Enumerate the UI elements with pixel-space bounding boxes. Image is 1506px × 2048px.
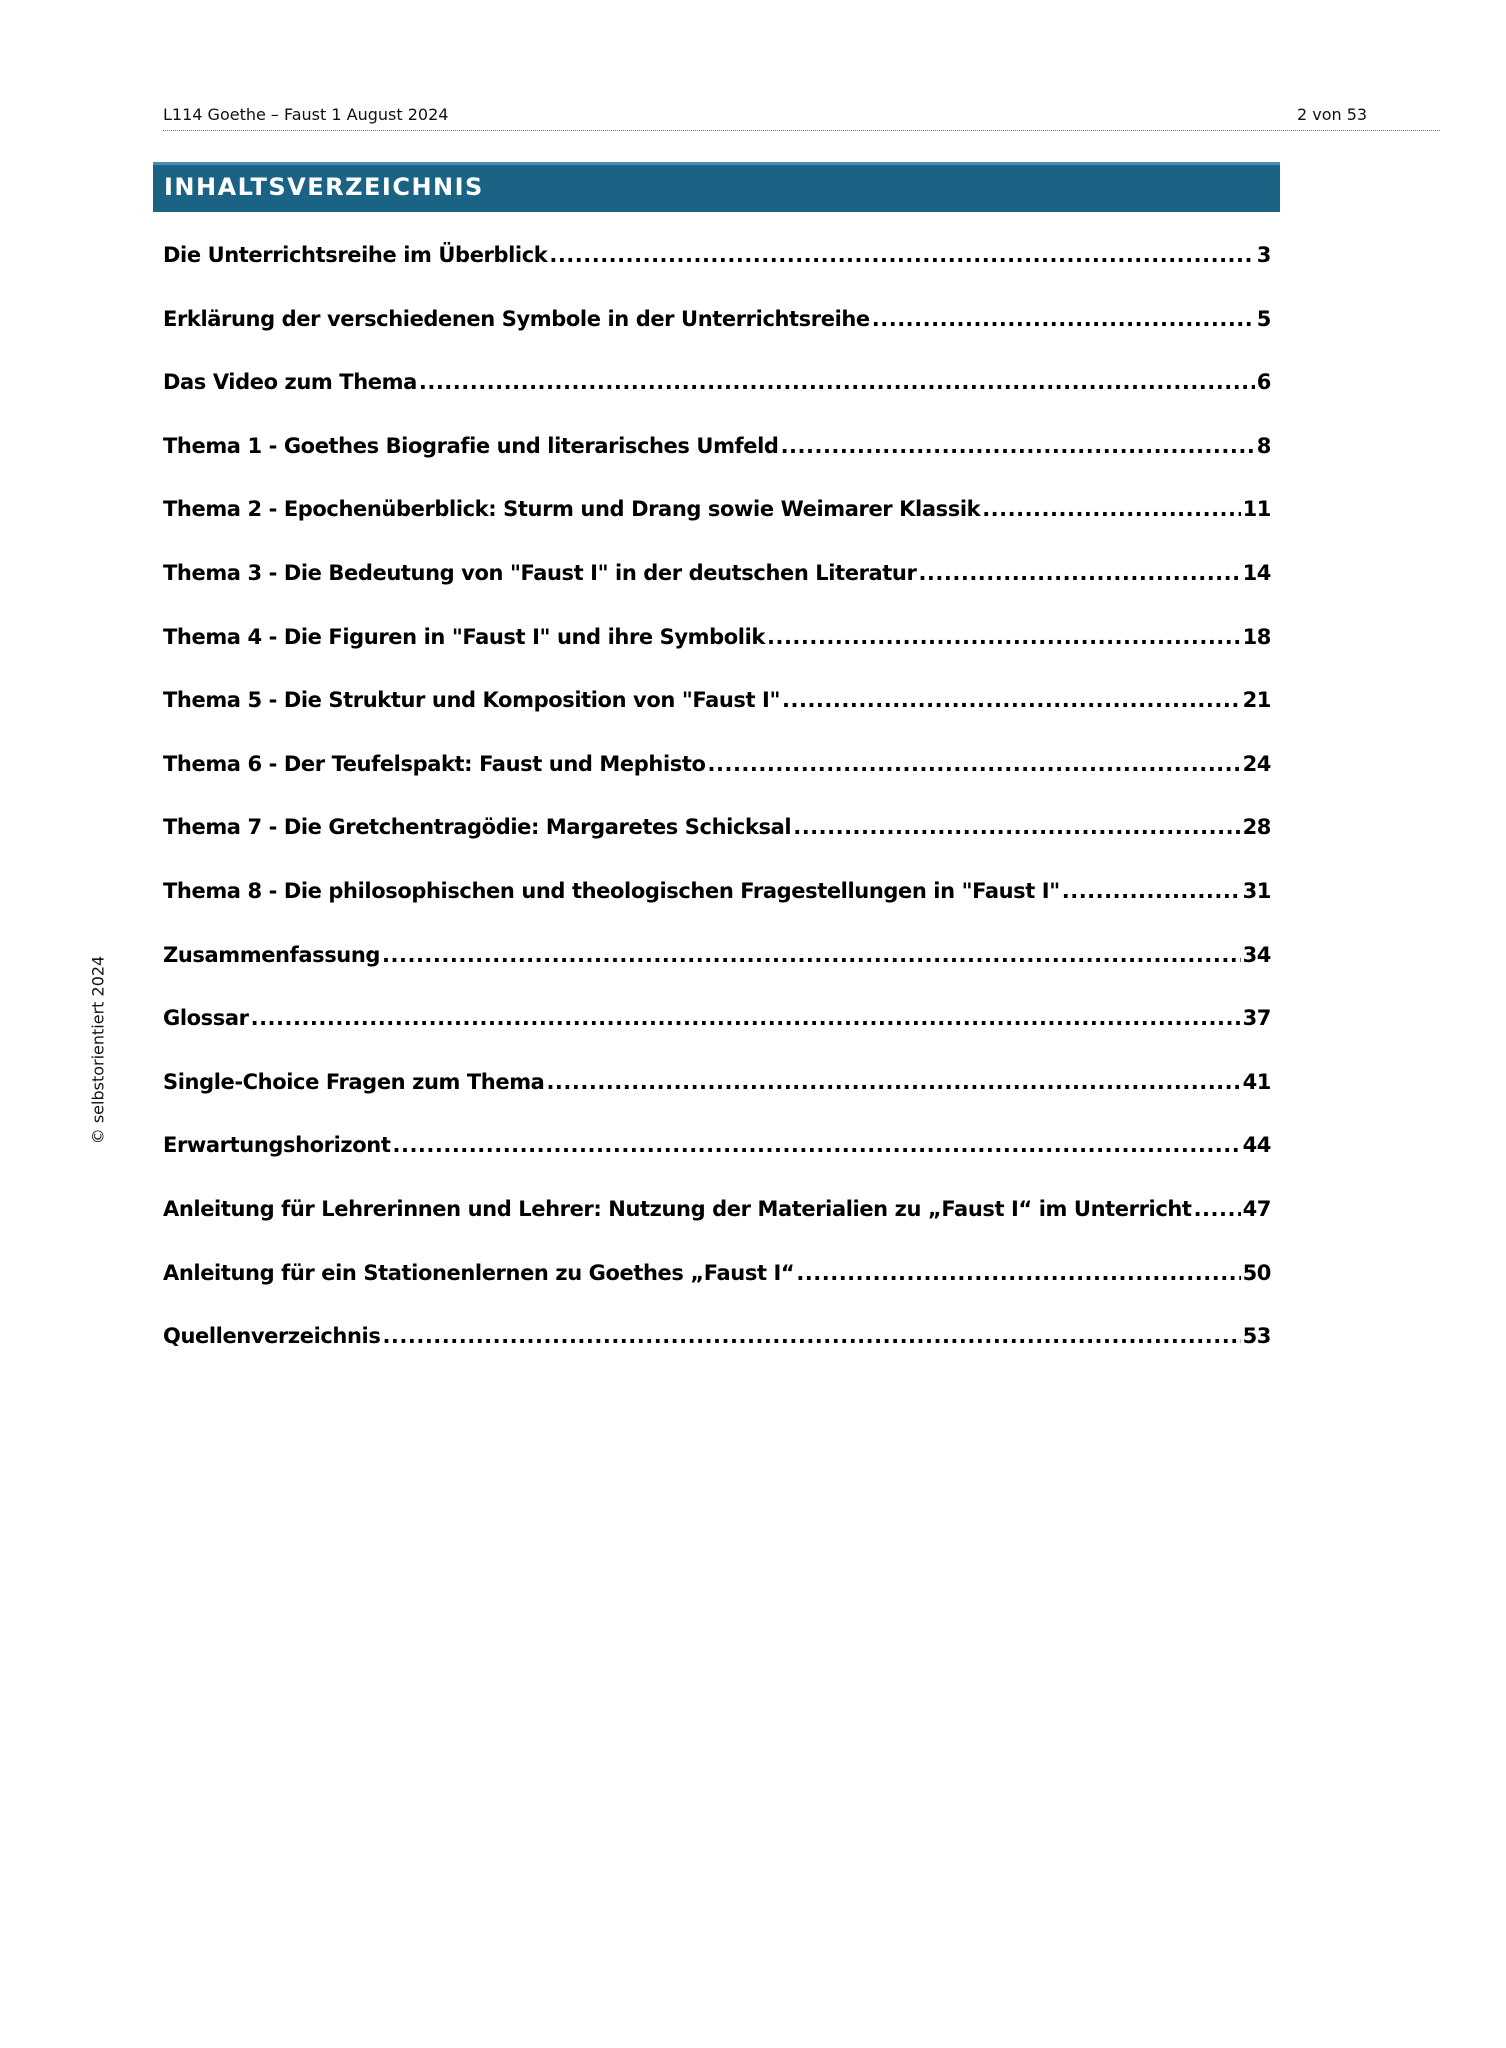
toc-entry-title: Zusammenfassung [163,942,381,967]
toc-leader-dots [796,1261,1240,1285]
toc-entry-page: 5 [1256,306,1271,331]
toc-entry-title: Die Unterrichtsreihe im Überblick [163,243,548,267]
toc-leader-dots [872,307,1255,331]
toc-entry-page: 14 [1242,560,1271,585]
toc-entry-title: Anleitung für ein Stationenlernen zu Goethes „Faust I“ [163,1260,795,1285]
toc-entry-title: Thema 7 - Die Gretchentragödie: Margaretes Schicksal [163,815,792,840]
toc-leader-dots [782,688,1241,712]
toc-entry[interactable] [163,1070,1271,1134]
toc-heading: INHALTSVERZEICHNIS [164,173,484,201]
toc-entry[interactable] [163,1197,1271,1261]
toc-entry[interactable] [163,1324,1271,1388]
toc-entry-page: 8 [1256,433,1271,458]
toc-entry[interactable] [163,1261,1271,1325]
toc-leader-dots [918,561,1240,585]
copyright-notice: © selbstorientiert 2024 [88,955,108,1145]
toc-leader-dots [1062,879,1241,903]
toc-leader-dots [982,497,1240,521]
toc-leader-dots [419,370,1255,394]
toc-entry-page: 24 [1242,751,1271,776]
table-of-contents [163,243,1271,1388]
toc-entry[interactable] [163,625,1271,689]
toc-entry-page: 21 [1242,688,1271,713]
toc-leader-dots [708,752,1241,776]
toc-entry-title: Thema 3 - Die Bedeutung von "Faust I" in der deutschen Literatur [163,560,917,585]
toc-entry-title: Das Video zum Thema [163,370,417,395]
toc-entry[interactable] [163,497,1271,561]
toc-entry-title: Thema 6 - Der Teufelspakt: Faust und Mephisto [163,751,706,776]
toc-entry-page: 44 [1242,1133,1271,1158]
toc-heading-bar [153,162,1280,212]
toc-entry-title: Glossar [163,1006,249,1031]
toc-entry-page: 34 [1242,942,1271,967]
toc-leader-dots [549,243,1254,267]
toc-entry[interactable] [163,307,1271,371]
toc-leader-dots [251,1006,1241,1030]
toc-leader-dots [546,1070,1240,1094]
page-header [163,104,1440,131]
toc-entry[interactable] [163,815,1271,879]
toc-leader-dots [382,1324,1240,1348]
toc-entry-page: 53 [1242,1324,1271,1349]
toc-entry[interactable] [163,688,1271,752]
toc-entry-title: Thema 4 - Die Figuren in "Faust I" und ihre Symbolik [163,624,765,649]
toc-entry-title: Anleitung für Lehrerinnen und Lehrer: Nutzung der Materialien zu „Faust I“ im Unterricht [163,1196,1192,1221]
toc-entry[interactable] [163,370,1271,434]
toc-entry-page: 11 [1242,497,1271,522]
toc-leader-dots [793,815,1240,839]
toc-entry-title: Thema 2 - Epochenüberblick: Sturm und Drang sowie Weimarer Klassik [163,497,981,522]
toc-entry[interactable] [163,1006,1271,1070]
toc-leader-dots [382,943,1241,967]
toc-entry-page: 3 [1256,243,1271,267]
toc-entry-title: Erwartungshorizont [163,1133,391,1158]
toc-entry-title: Thema 8 - Die philosophischen und theologischen Fragestellungen in "Faust I" [163,878,1060,903]
toc-entry-page: 31 [1242,878,1271,903]
toc-entry[interactable] [163,434,1271,498]
toc-entry-title: Thema 5 - Die Struktur und Komposition von "Faust I" [163,688,781,713]
toc-entry[interactable] [163,243,1271,307]
page-number: 2 von 53 [1297,105,1368,124]
toc-entry-page: 50 [1242,1260,1271,1285]
toc-entry[interactable] [163,1133,1271,1197]
toc-leader-dots [781,434,1255,458]
toc-entry-title: Erklärung der verschiedenen Symbole in der Unterrichtsreihe [163,306,870,331]
toc-entry-page: 37 [1242,1006,1271,1031]
toc-entry-page: 41 [1242,1069,1271,1094]
toc-entry-title: Thema 1 - Goethes Biografie und literarisches Umfeld [163,433,779,458]
toc-entry[interactable] [163,879,1271,943]
toc-leader-dots [1194,1197,1241,1221]
toc-entry-page: 18 [1242,624,1271,649]
toc-entry-page: 6 [1256,370,1271,395]
toc-entry[interactable] [163,752,1271,816]
toc-entry-title: Quellenverzeichnis [163,1324,381,1349]
document-title: L114 Goethe – Faust 1 August 2024 [163,105,449,124]
toc-entry[interactable] [163,943,1271,1007]
toc-entry-page: 47 [1242,1196,1271,1221]
toc-leader-dots [767,625,1241,649]
toc-leader-dots [392,1133,1240,1157]
toc-entry[interactable] [163,561,1271,625]
toc-entry-title: Single-Choice Fragen zum Thema [163,1069,545,1094]
toc-entry-page: 28 [1242,815,1271,840]
